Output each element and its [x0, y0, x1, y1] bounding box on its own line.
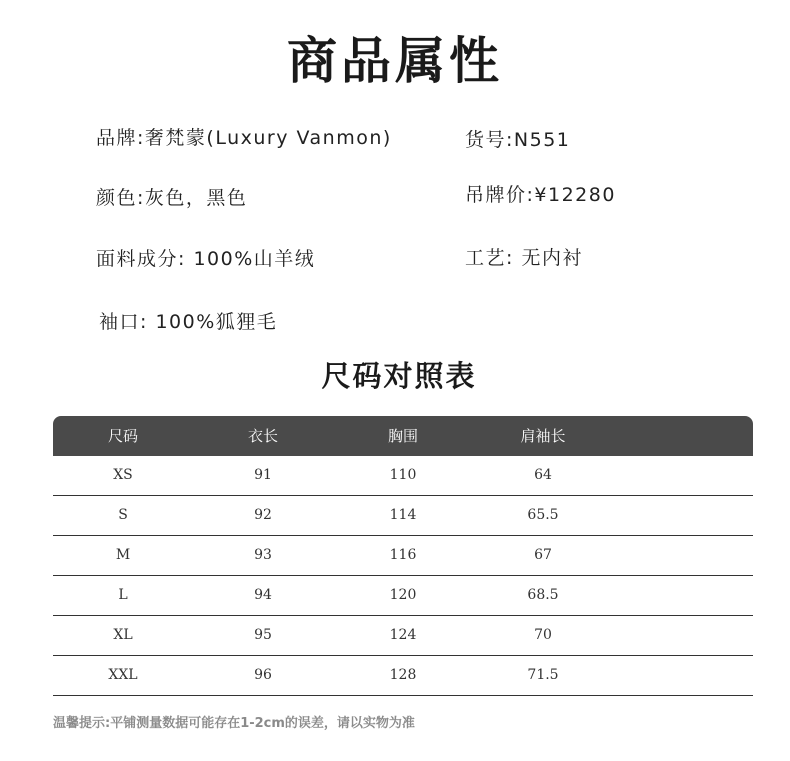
cell-length: 92: [254, 507, 272, 523]
cell-size: XXL: [108, 667, 138, 683]
header-length: 衣长: [247, 427, 278, 445]
cell-chest: 120: [389, 587, 417, 603]
cell-chest: 124: [389, 627, 417, 643]
header-size: 尺码: [107, 427, 138, 445]
table-row: [53, 616, 753, 656]
attr-cuff: 袖口: 100%狐狸毛: [99, 311, 278, 333]
cell-size: M: [115, 547, 131, 563]
attr-fabric: 面料成分: 100%山羊绒: [96, 248, 316, 270]
cell-shoulder-sleeve: 65.5: [527, 507, 559, 523]
table-row: [53, 656, 753, 696]
table-row: [53, 456, 753, 496]
cell-shoulder-sleeve: 68.5: [527, 587, 559, 603]
attr-color: 颜色:灰色，黑色: [96, 187, 248, 209]
size-chart-title: 尺码对照表: [321, 359, 477, 393]
table-row: [53, 576, 753, 616]
attr-craft: 工艺: 无内衬: [465, 247, 583, 269]
header-shoulder-sleeve: 肩袖长: [520, 427, 566, 445]
attr-item-no: 货号:N551: [465, 129, 571, 151]
attr-tag-price: 吊牌价:¥12280: [465, 184, 616, 206]
size-chart-table: [53, 416, 753, 696]
cell-length: 91: [254, 467, 272, 483]
header-chest: 胸围: [387, 427, 418, 445]
cell-size: S: [118, 507, 128, 523]
cell-chest: 116: [389, 547, 417, 563]
cell-chest: 114: [389, 507, 417, 523]
page-title: 商品属性: [287, 32, 503, 90]
cell-size: XS: [113, 467, 133, 483]
cell-shoulder-sleeve: 71.5: [527, 667, 559, 683]
cell-shoulder-sleeve: 64: [534, 467, 552, 483]
cell-length: 93: [254, 547, 272, 563]
cell-size: L: [118, 587, 128, 603]
cell-length: 94: [254, 587, 272, 603]
table-header: [53, 416, 753, 456]
cell-shoulder-sleeve: 67: [534, 547, 552, 563]
measurement-note: 温馨提示:平铺测量数据可能存在1-2cm的误差，请以实物为准: [53, 716, 415, 731]
attr-brand: 品牌:奢梵蒙(Luxury Vanmon): [96, 127, 392, 149]
cell-length: 96: [254, 667, 272, 683]
table-row: [53, 496, 753, 536]
cell-shoulder-sleeve: 70: [534, 627, 552, 643]
cell-chest: 128: [389, 667, 417, 683]
cell-chest: 110: [389, 467, 417, 483]
cell-length: 95: [254, 627, 272, 643]
cell-size: XL: [113, 627, 133, 643]
table-row: [53, 536, 753, 576]
